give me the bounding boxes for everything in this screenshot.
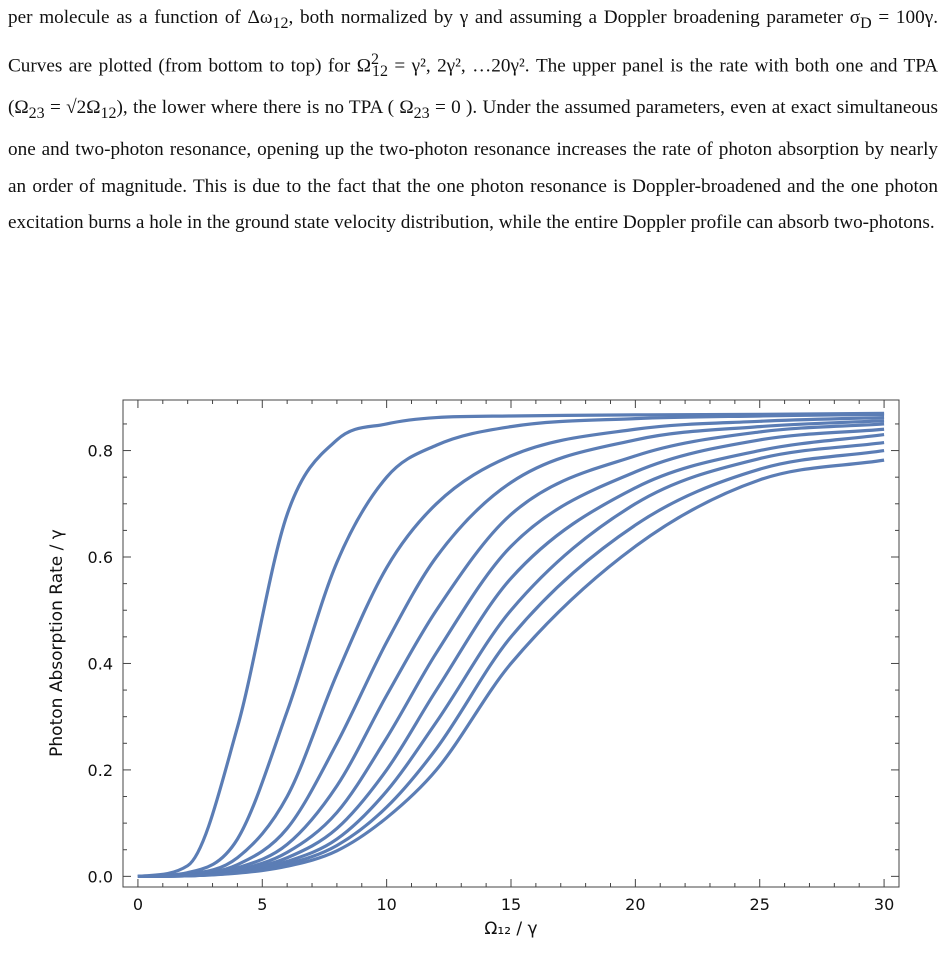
series-line: [138, 421, 884, 877]
x-tick-label: 0: [132, 895, 144, 914]
x-tick-label: 5: [257, 895, 268, 914]
x-tick-label: 15: [500, 895, 522, 914]
figure-caption: [8, 0, 938, 241]
x-tick-label: 30: [873, 895, 895, 914]
figure: [0, 370, 946, 962]
y-axis-label: Photon Absorption Rate / γ: [47, 529, 67, 757]
line-chart: [0, 370, 946, 957]
x-tick-label: 20: [625, 895, 646, 914]
x-tick-label: 10: [376, 895, 397, 914]
series-line: [138, 429, 884, 876]
x-axis-label: Ω₁₂ / γ: [484, 919, 538, 939]
y-tick-label: 0.6: [87, 548, 113, 568]
caption-paragraph: per molecule as a function of $\Delta\omega_{12}$, both normalized by γ and assuming a Doppler broadening parameter $\sigma_D = 100\gamma$. Curves are plotted (from bottom to top) for $\Omega^2_{12} = \gamma^2$, 2γ², …20γ². The upper panel is the rate with both one and TPA $(\Omega_{23} = √2\Omega_{12})$, the lower where there is no TPA ( $\Omega_{23} = 0$ ). Under the assumed parameters, even at exact simultaneous one and two-photon resonance, opening up the two-photon resonance increases the rate of photon absorption by nearly an order of magnitude. This is due to the fact that the one photon resonance is Doppler-broadened and the one photon excitation burns a hole in the ground state velocity distribution, while the entire Doppler profile can absorb two-photons.: [8, 7, 938, 233]
y-tick-label: 0.4: [87, 654, 113, 674]
series-line: [138, 435, 884, 877]
series-line: [138, 424, 884, 876]
y-tick-label: 0.8: [87, 441, 113, 461]
y-tick-label: 0.0: [87, 867, 113, 887]
x-tick-label: 25: [749, 895, 770, 914]
series-line: [138, 418, 884, 877]
curves: [138, 413, 884, 876]
y-tick-label: 0.2: [87, 760, 113, 780]
tick-labels: [88, 442, 895, 914]
